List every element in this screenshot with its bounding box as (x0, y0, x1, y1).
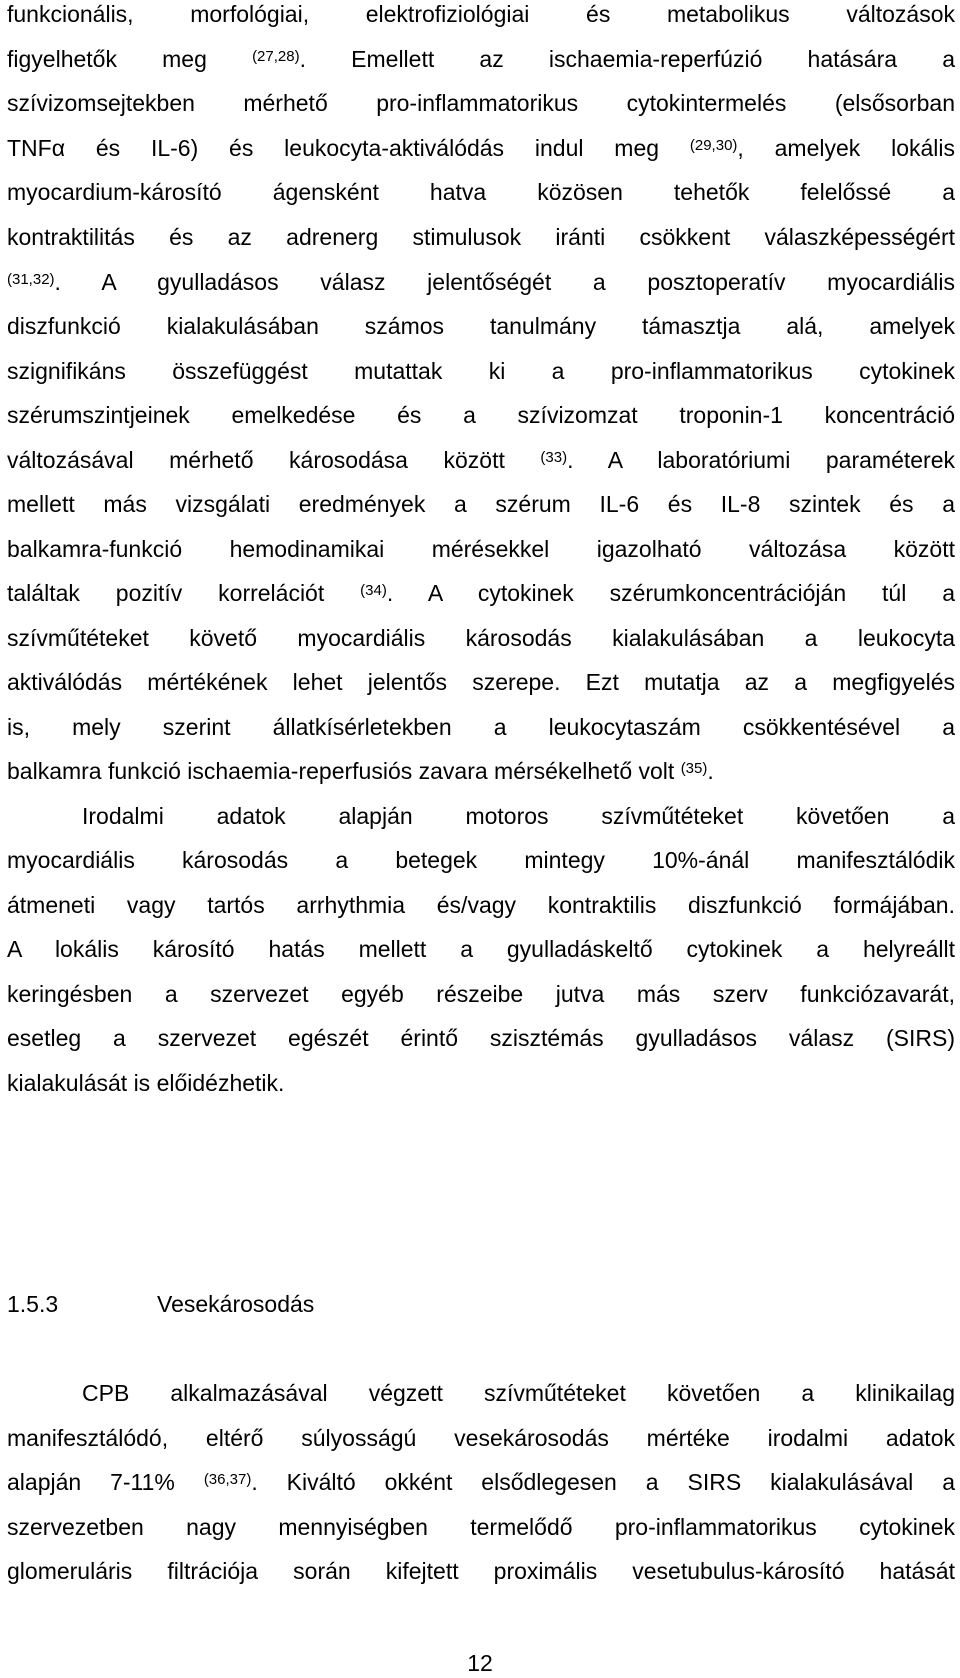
line-text: mellett más vizsgálati eredmények a szérum IL-6 és IL-8 szintek és a (7, 491, 955, 517)
text-line (7, 757, 955, 785)
text-line (7, 624, 955, 652)
line-text: balkamra funkció ischaemia-reperfusiós zavara mérsékelhető volt (7, 758, 681, 784)
line-text: myocardiális károsodás a betegek mintegy 10%-ánál manifesztálódik (7, 847, 955, 873)
line-text: funkcionális, morfológiai, elektrofiziológiai és metabolikus változások (7, 1, 955, 27)
line-text: . A laboratóriumi paraméterek (567, 447, 955, 473)
text-line (7, 357, 955, 385)
line-text: is, mely szerint állatkísérletekben a leukocytaszám csökkentésével a (7, 714, 955, 740)
text-line (7, 891, 955, 919)
text-line (7, 401, 955, 429)
line-text: szignifikáns összefüggést mutattak ki a pro-inflammatorikus cytokinek (7, 358, 955, 384)
line-text: glomeruláris filtrációja során kifejtett proximális vesetubulus-károsító hatását (7, 1558, 955, 1584)
line-text: . Emellett az ischaemia-reperfúzió hatására a (299, 46, 956, 72)
line-text: keringésben a szervezet egyéb részeibe jutva más szerv funkciózavarát, (7, 981, 955, 1007)
line-text: alapján 7-11% (7, 1469, 204, 1495)
line-text: balkamra-funkció hemodinamikai mérésekkel igazolható változása között (7, 536, 955, 562)
text-line (7, 1468, 955, 1496)
line-text: átmeneti vagy tartós arrhythmia és/vagy kontraktilis diszfunkció formájában. (7, 892, 955, 918)
line-text: myocardium-károsító ágensként hatva közösen tehetők felelőssé a (7, 179, 955, 205)
text-line (7, 1424, 955, 1452)
text-line (7, 1069, 955, 1097)
citation-reference: (33) (540, 449, 568, 466)
citation-reference: (35) (680, 760, 708, 777)
text-line (7, 535, 955, 563)
page-number: 12 (467, 1650, 493, 1676)
text-line (7, 312, 955, 340)
line-text: szívizomsejtekben mérhető pro-inflammatorikus cytokintermelés (elsősorban (7, 90, 955, 116)
text-line (7, 446, 955, 474)
line-text: találtak pozitív korrelációt (7, 580, 361, 606)
citation-reference: (31,32) (7, 271, 55, 288)
citation-reference: (29,30) (689, 137, 738, 154)
line-text: . Kiváltó okként elsődlegesen a SIRS kialakulásával a (251, 1469, 955, 1495)
text-line (7, 846, 955, 874)
text-line (82, 1379, 955, 1407)
line-text: manifesztálódó, eltérő súlyosságú vesekárosodás mértéke irodalmi adatok (7, 1425, 955, 1451)
section-number: 1.5.3 (7, 1291, 59, 1317)
text-line (7, 490, 955, 518)
line-text: . A cytokinek szérumkoncentrációján túl a (386, 580, 955, 606)
text-line (7, 668, 955, 696)
citation-reference: (36,37) (203, 1471, 252, 1488)
line-text: esetleg a szervezet egészét érintő szisztémás gyulladásos válasz (SIRS) (7, 1025, 955, 1051)
text-line (7, 980, 955, 1008)
text-line (82, 802, 955, 830)
line-text: figyelhetők meg (7, 46, 253, 72)
section-heading (7, 1290, 314, 1318)
line-text: A lokális károsító hatás mellett a gyulladáskeltő cytokinek a helyreállt (7, 936, 955, 962)
line-text: aktiválódás mértékének lehet jelentős szerepe. Ezt mutatja az a megfigyelés (7, 669, 955, 695)
section-title: Vesekárosodás (157, 1291, 315, 1317)
text-line (7, 579, 955, 607)
text-line (7, 1557, 955, 1585)
line-text: . (707, 758, 714, 784)
text-line (7, 223, 955, 251)
line-text: , amelyek lokális (737, 135, 955, 161)
line-text: Irodalmi adatok alapján motoros szívműtéteket követően a (82, 803, 955, 829)
line-text: kontraktilitás és az adrenerg stimulusok iránti csökkent válaszképességért (7, 224, 955, 250)
text-line (7, 45, 955, 73)
line-text: szervezetben nagy mennyiségben termelődő pro-inflammatorikus cytokinek (7, 1514, 955, 1540)
text-line (7, 134, 955, 162)
text-line (7, 0, 955, 28)
citation-reference: (27,28) (252, 48, 300, 65)
line-text: szérumszintjeinek emelkedése és a szívizomzat troponin-1 koncentráció (7, 402, 955, 428)
line-text: TNFα és IL-6) és leukocyta-aktiválódás indul meg (7, 135, 690, 161)
text-line (7, 178, 955, 206)
citation-reference: (34) (360, 582, 387, 599)
text-line (7, 268, 955, 296)
line-text: . A gyulladásos válasz jelentőségét a posztoperatív myocardiális (54, 269, 955, 295)
line-text: szívműtéteket követő myocardiális károsodás kialakulásában a leukocyta (7, 625, 955, 651)
text-line (7, 89, 955, 117)
line-text: diszfunkció kialakulásában számos tanulmány támasztja alá, amelyek (7, 313, 955, 339)
line-text: CPB alkalmazásával végzett szívműtéteket követően a klinikailag (82, 1380, 955, 1406)
line-text: változásával mérhető károsodása között (7, 447, 541, 473)
line-text: kialakulását is előidézhetik. (7, 1070, 285, 1096)
text-line (7, 1513, 955, 1541)
text-line (7, 935, 955, 963)
text-line (7, 713, 955, 741)
text-line (7, 1024, 955, 1052)
